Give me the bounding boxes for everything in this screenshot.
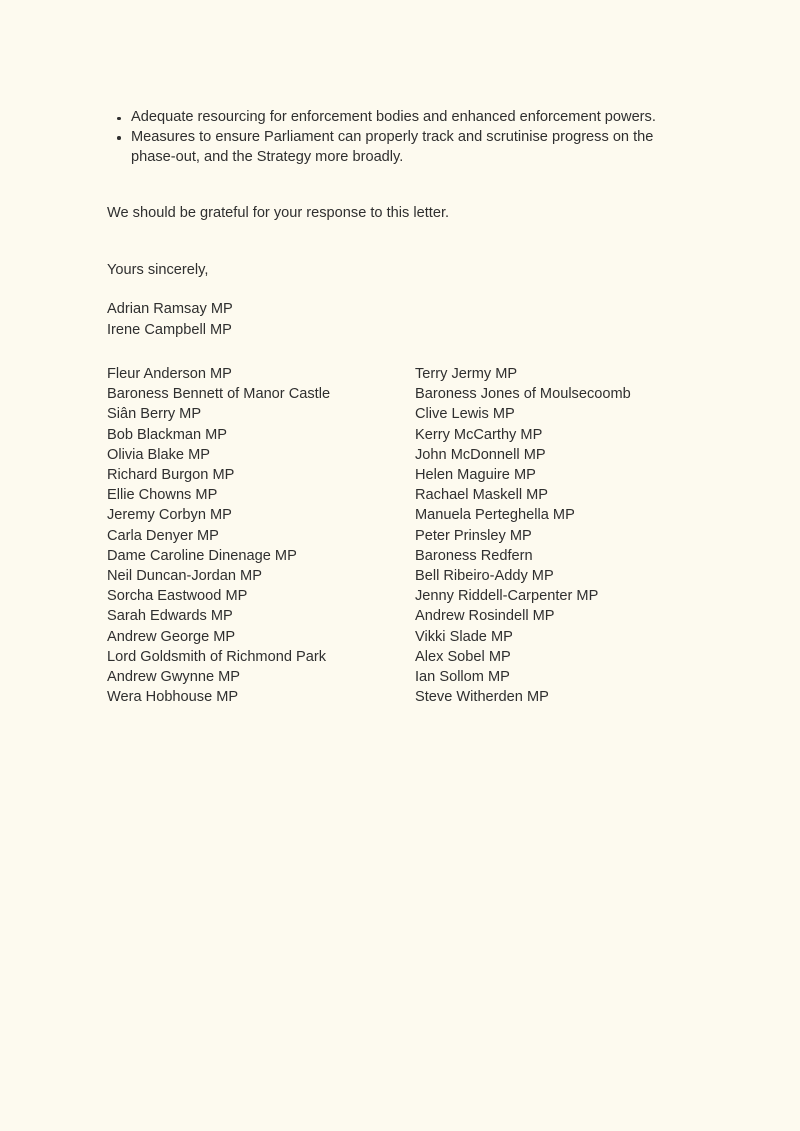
signatory-name: Andrew Gwynne MP — [107, 669, 241, 686]
signatory-name: Lord Goldsmith of Richmond Park — [107, 648, 326, 665]
list-item: Measures to ensure Parliament can properly track and scrutinise progress on the phase-out, and the Strategy more broadly. — [107, 128, 693, 168]
signatory-name: Ian Sollom MP — [415, 669, 510, 686]
signatory-name: Kerry McCarthy MP — [415, 426, 543, 443]
signatory-name: Rachael Maskell MP — [415, 487, 549, 504]
signatory-name: Helen Maguire MP — [415, 467, 536, 484]
signatory-name: Alex Sobel MP — [415, 648, 511, 665]
signature-spacer — [107, 281, 693, 300]
paragraph-spacer — [107, 167, 693, 204]
signatory-name: Neil Duncan-Jordan MP — [107, 568, 262, 585]
letter-body — [107, 108, 693, 340]
signatory-name: Vikki Slade MP — [415, 628, 513, 645]
signatory-name: Bob Blackman MP — [107, 426, 228, 443]
signatory-name: Baroness Bennett of Manor Castle — [107, 386, 331, 403]
signatories-column-left — [107, 364, 415, 707]
signatory-name: Sorcha Eastwood MP — [107, 588, 248, 605]
signatories-column-right — [415, 364, 693, 707]
signatory-name: Peter Prinsley MP — [415, 527, 532, 544]
lead-signatory: Adrian Ramsay MP — [107, 301, 233, 318]
recommendations-list — [107, 108, 693, 167]
signatory-name: Ellie Chowns MP — [107, 487, 218, 504]
list-item: Adequate resourcing for enforcement bodies and enhanced enforcement powers. — [107, 108, 693, 128]
signatory-name: Jenny Riddell-Carpenter MP — [415, 588, 599, 605]
closing-request-paragraph: We should be grateful for your response to this letter. — [107, 205, 450, 222]
signatory-name: Olivia Blake MP — [107, 446, 210, 463]
signatories-two-column-list — [107, 364, 693, 707]
signatory-name: Andrew Rosindell MP — [415, 608, 555, 625]
signatory-name: Sarah Edwards MP — [107, 608, 233, 625]
paragraph-spacer — [107, 224, 693, 261]
signatory-name: Carla Denyer MP — [107, 527, 219, 544]
lead-signatories — [107, 299, 693, 339]
signatory-name: Clive Lewis MP — [415, 406, 515, 423]
signatory-name: Steve Witherden MP — [415, 689, 549, 706]
signatory-name: Jeremy Corbyn MP — [107, 507, 232, 524]
signatory-name: Baroness Jones of Moulsecoomb — [415, 386, 631, 403]
lead-signatory: Irene Campbell MP — [107, 321, 232, 338]
signatory-name: Wera Hobhouse MP — [107, 689, 239, 706]
signatory-name: Andrew George MP — [107, 628, 236, 645]
valediction: Yours sincerely, — [107, 262, 209, 279]
signatory-name: Fleur Anderson MP — [107, 366, 232, 382]
signatory-name: Terry Jermy MP — [415, 366, 518, 382]
signatory-name: Dame Caroline Dinenage MP — [107, 547, 297, 564]
signatory-name: Richard Burgon MP — [107, 467, 235, 484]
signatory-name: Siân Berry MP — [107, 406, 202, 423]
signatory-name: Manuela Perteghella MP — [415, 507, 575, 524]
signatory-name: Baroness Redfern — [415, 547, 533, 564]
signatory-name: John McDonnell MP — [415, 446, 546, 463]
signatory-name: Bell Ribeiro-Addy MP — [415, 568, 554, 585]
